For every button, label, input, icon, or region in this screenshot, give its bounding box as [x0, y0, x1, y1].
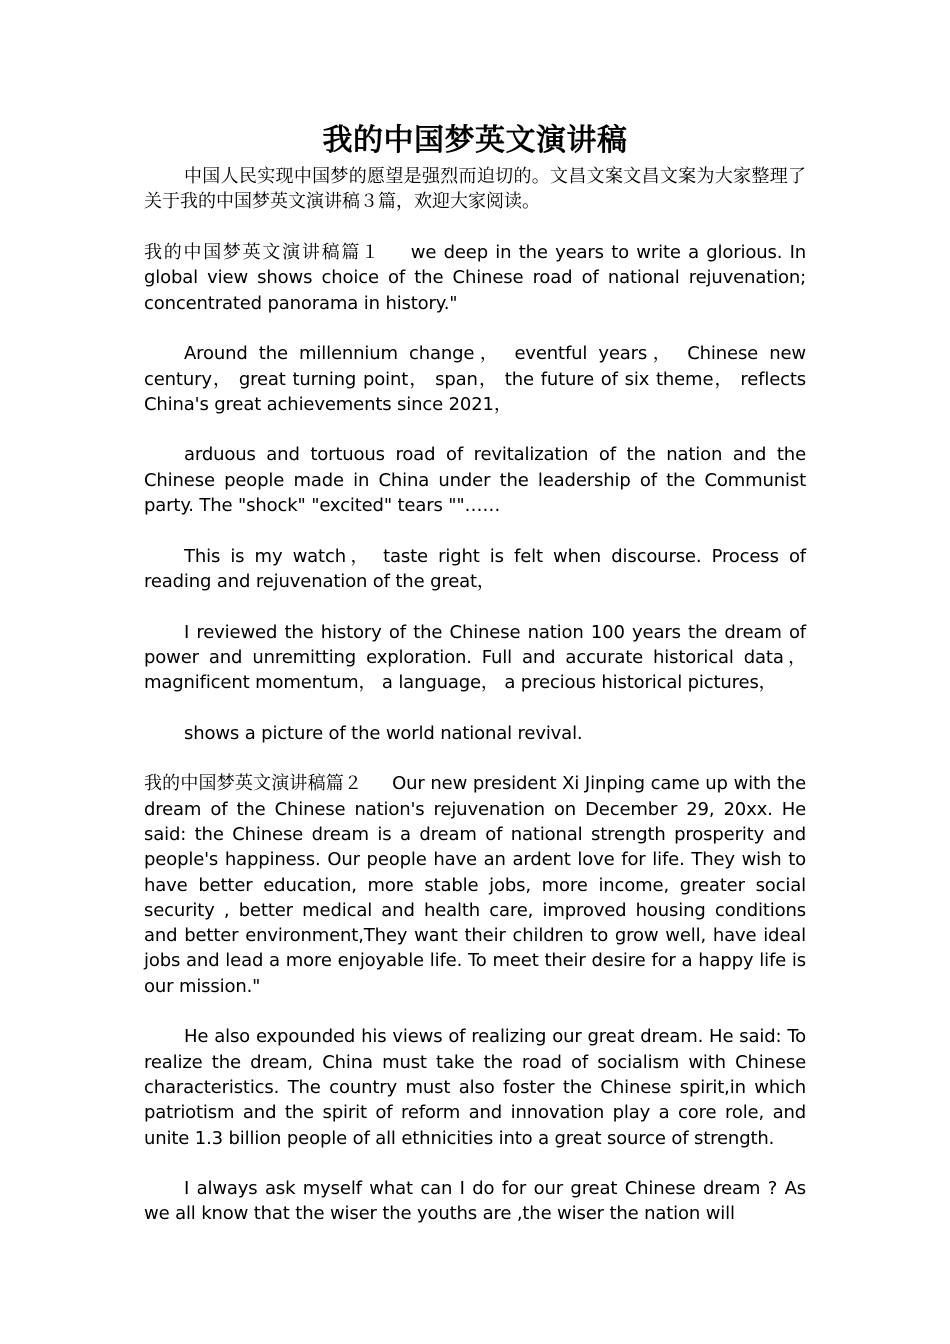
section-1-paragraph: Around the millennium change， eventful years， Chinese new century， great turning point， span， the future of six theme， reflects China's great achievements since 2021， — [144, 343, 806, 415]
document-page — [144, 118, 806, 1227]
document-title: 我的中国梦英文演讲稿 — [322, 123, 628, 158]
section-1-paragraph: I reviewed the history of the Chinese nation 100 years the dream of power and unremitting exploration. Full and accurate historical data， magnificent momentum， a language， a precious historical pictures， — [144, 621, 806, 694]
section-1-paragraph: shows a picture of the world national revival. — [184, 722, 583, 744]
section-2-lead-paragraph — [144, 771, 806, 999]
section-1-lead: we deep in the years to write a glorious. In global view shows choice of the Chinese road of national rejuvenation; concentrated panorama in history." — [144, 242, 807, 314]
section-2-paragraph: He also expounded his views of realizing our great dream. He said: To realize the dream, China must take the road of socialism with Chinese characteristics. The country must also foster the Chinese spirit,in which patriotism and the spirit of reform and innovation play a core role, and unite 1.3 billion people of all ethnicities into a great source of strength. — [144, 1026, 806, 1149]
section-2-heading: 我的中国梦英文演讲稿篇２ — [144, 773, 363, 795]
section-1-paragraph: arduous and tortuous road of revitalization of the nation and the Chinese people made in China under the leadership of the Communist party. The "shock" "excited" tears ""…… — [144, 444, 806, 517]
section-1-lead-paragraph — [144, 240, 806, 316]
section-1-paragraph: This is my watch， taste right is felt when discourse. Process of reading and rejuvenation of the great， — [144, 545, 806, 592]
section-1-heading: 我的中国梦英文演讲稿篇１ — [144, 242, 381, 264]
intro-paragraph: 中国人民实现中国梦的愿望是强烈而迫切的。文昌文案文昌文案为大家整理了关于我的中国梦英文演讲稿３篇，欢迎大家阅读。 — [144, 166, 806, 213]
section-2-lead: Our new president Xi Jinping came up with the dream of the Chinese nation's rejuvenation on December 29, 20xx. He said: the Chinese dream is a dream of national strength prosperity and people's happiness. Our people have an ardent love for life. They wish to have better education, more stable jobs, more income, greater social security , better medical and health care, improved housing conditions and better environment,They want their children to grow well, have ideal jobs and lead a more enjoyable life. To meet their desire for a happy life is our mission." — [144, 773, 806, 997]
section-2-paragraph: I always ask myself what can I do for our great Chinese dream ? As we all know that the wiser the youths are ,the wiser the nation will — [144, 1178, 806, 1225]
